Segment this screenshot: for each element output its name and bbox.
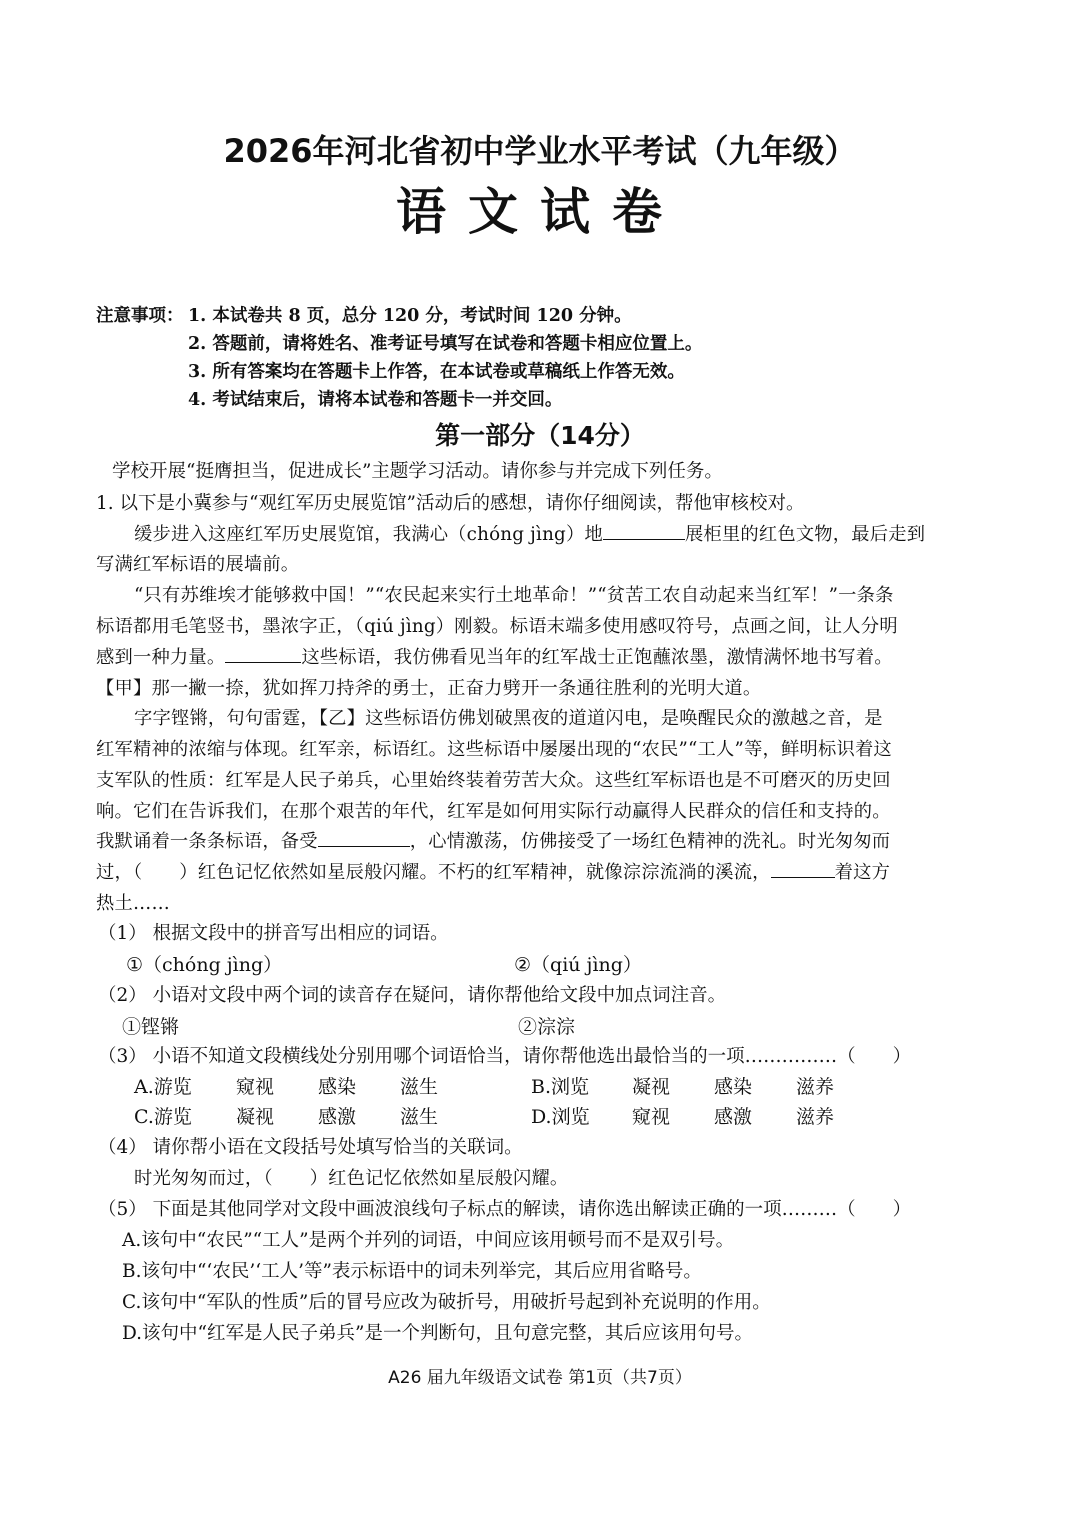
notice-item: 1. 本试卷共 8 页，总分 120 分，考试时间 120 分钟。 (188, 306, 632, 326)
passage-line: 我默诵着一条条标语，备受 ，心情激荡，仿佛接受了一场红色精神的洗礼。时光匆匆而 (96, 831, 891, 852)
option-word: 窥视 (632, 1106, 671, 1128)
passage-line: 缓步进入这座红军历史展览馆，我满心（chóng jìng）地 展柜里的红色文物，最后走到 (134, 524, 926, 545)
option-word: 凝视 (236, 1106, 275, 1128)
exam-subject-title: 语文试卷 (396, 183, 684, 241)
section-title: 第一部分（14分） (435, 421, 645, 450)
sub-question-2-part-b: ②淙淙 (518, 1016, 576, 1038)
passage-line: 热土…… (96, 893, 170, 914)
passage-line: 支军队的性质：红军是人民子弟兵，心里始终装着劳苦大众。这些红军标语也是不可磨灭的历史回 (96, 770, 891, 791)
answer-blank (225, 646, 301, 663)
option-word: D.浏览 (531, 1106, 590, 1128)
passage-line: 【甲】那一撇一捺，犹如挥刀持斧的勇士，正奋力劈开一条通往胜利的光明大道。 (96, 678, 762, 699)
option-word: 感激 (714, 1106, 753, 1128)
answer-blank (603, 523, 685, 540)
passage-line: “只有苏维埃才能够救中国！”“农民起来实行土地革命！”“贫苦工农自动起来当红军！”一条条 (134, 585, 894, 606)
option-word: 滋养 (796, 1076, 835, 1098)
option-word: 滋生 (400, 1106, 439, 1128)
passage-line: 字字铿锵，句句雷霆，【乙】这些标语仿佛划破黑夜的道道闪电，是唤醒民众的激越之音，是 (134, 708, 883, 729)
question-1-stem: 1. 以下是小冀参与“观红军历史展览馆”活动后的感想，请你仔细阅读，帮他审核校对。 (96, 493, 805, 514)
passage-line: 感到一种力量。 这些标语，我仿佛看见当年的红军战士正饱蘸浓墨，激情满怀地书写着。 (96, 647, 893, 668)
sub-question-4-sentence: 时光匆匆而过，（ ）红色记忆依然如星辰般闪耀。 (134, 1168, 569, 1189)
answer-blank (318, 830, 410, 847)
page-footer: A26 届九年级语文试卷 第1页（共7页） (388, 1368, 692, 1388)
passage-line: 过，（ ）红色记忆依然如星辰般闪耀。不朽的红军精神，就像淙淙流淌的溪流， 着这方 (96, 862, 891, 883)
sub-question-5-option-c: C.该句中“军队的性质”后的冒号应改为破折号，用破折号起到补充说明的作用。 (122, 1292, 771, 1313)
sub-question-4: （4） 请你帮小语在文段括号处填写恰当的关联词。 (98, 1137, 523, 1158)
sub-question-5: （5） 下面是其他同学对文段中画波浪线句子标点的解读，请你选出解读正确的一项………（ ） (98, 1199, 912, 1220)
exam-title: 2026年河北省初中学业水平考试（九年级） (223, 132, 857, 170)
option-word: 感染 (318, 1076, 357, 1098)
option-word: 滋生 (400, 1076, 439, 1098)
sub-question-5-option-d: D.该句中“红军是人民子弟兵”是一个判断句，且句意完整，其后应该用句号。 (122, 1323, 753, 1344)
answer-blank (771, 861, 835, 878)
option-word: 窥视 (236, 1076, 275, 1098)
notice-item: 2. 答题前，请将姓名、准考证号填写在试卷和答题卡相应位置上。 (188, 334, 703, 354)
option-word: 滋养 (796, 1106, 835, 1128)
sub-question-3: （3） 小语不知道文段横线处分别用哪个词语恰当，请你帮他选出最恰当的一项……………（ ） (98, 1046, 912, 1067)
notice-item: 4. 考试结束后，请将本试卷和答题卡一并交回。 (188, 390, 563, 410)
option-word: A.游览 (134, 1076, 192, 1098)
sub-question-2: （2） 小语对文段中两个词的读音存在疑问，请你帮他给文段中加点词注音。 (98, 985, 727, 1006)
passage-line: 写满红军标语的展墙前。 (96, 554, 300, 575)
notice-label: 注意事项： (96, 306, 184, 326)
intro-text: 学校开展“挺膺担当，促进成长”主题学习活动。请你参与并完成下列任务。 (112, 461, 723, 482)
sub-question-5-option-b: B.该句中“‘农民’‘工人’等”表示标语中的词未列举完，其后应用省略号。 (122, 1261, 702, 1282)
passage-line: 标语都用毛笔竖书，墨浓字正，（qiú jìng）刚毅。标语末端多使用感叹符号，点画之间，让人分明 (96, 616, 898, 637)
sub-question-5-option-a: A.该句中“农民”“工人”是两个并列的词语，中间应该用顿号而不是双引号。 (122, 1230, 735, 1251)
option-word: 凝视 (632, 1076, 671, 1098)
option-word: 感激 (318, 1106, 357, 1128)
sub-question-1-part-b: ②（qiú jìng） (514, 954, 642, 976)
sub-question-2-part-a: ①铿锵 (122, 1016, 180, 1038)
option-word: C.游览 (134, 1106, 192, 1128)
passage-line: 红军精神的浓缩与体现。红军亲，标语红。这些标语中屡屡出现的“农民”“工人”等，鲜明标识着这 (96, 739, 892, 760)
sub-question-1-part-a: ①（chóng jìng） (126, 954, 283, 976)
sub-question-1: （1） 根据文段中的拼音写出相应的词语。 (98, 923, 449, 944)
notice-block (96, 302, 702, 414)
passage-line: 响。它们在告诉我们，在那个艰苦的年代，红军是如何用实际行动赢得人民群众的信任和支持的。 (96, 801, 891, 822)
option-word: 感染 (714, 1076, 753, 1098)
option-word: B.浏览 (531, 1076, 590, 1098)
notice-item: 3. 所有答案均在答题卡上作答，在本试卷或草稿纸上作答无效。 (188, 362, 685, 382)
